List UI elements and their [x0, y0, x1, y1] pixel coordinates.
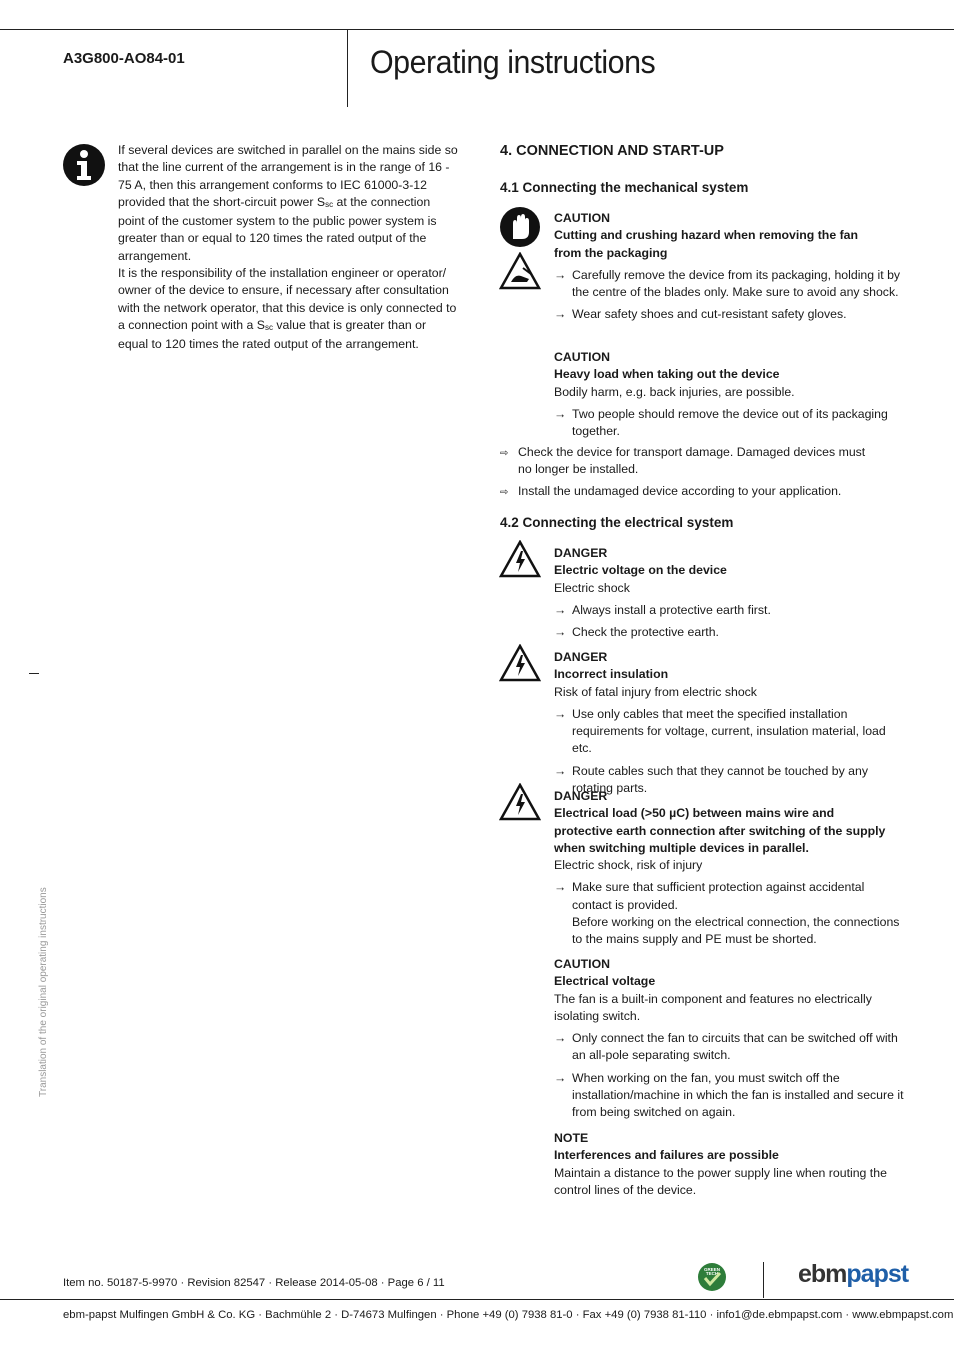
danger-label: DANGER [554, 789, 608, 803]
note-title: Interferences and failures are possible [554, 1148, 779, 1163]
caution-title-line: from the packaging [554, 245, 668, 260]
subsection-heading-electrical: 4.2 Connecting the electrical system [500, 515, 734, 530]
list-item: → Make sure that sufficient protection against accidental contact is provided. Before working on the electrical connection, the connections to the mains supply and PE must be shorted. [554, 880, 900, 947]
danger-title-line: protective earth connection after switching of the supply [554, 823, 886, 838]
caution-cutting-hazard [554, 210, 904, 324]
translation-side-note: Translation of the original operating instructions [38, 887, 49, 1097]
model-number: A3G800-AO84-01 [63, 50, 185, 67]
list-item: → Carefully remove the device from its packaging, holding it by the centre of the blades only. Make sure to avoid any shock. [554, 267, 901, 300]
item-revision-line: Item no. 50187-5-9970 · Revision 82547 · Release 2014-05-08 · Page 6 / 11 [63, 1277, 445, 1289]
header-divider [347, 29, 348, 107]
svg-text:GREEN: GREEN [703, 1267, 721, 1272]
footer-logo-divider [763, 1262, 764, 1298]
note-label: NOTE [554, 1131, 589, 1145]
caution-heavy-load [554, 349, 904, 440]
page-title: Operating instructions [370, 44, 656, 80]
list-item: → When working on the fan, you must switch off the installation/machine in which the fan is installed and secure it from being switched on again. [554, 1070, 904, 1120]
green-tech-badge-icon [697, 1262, 727, 1292]
danger-label: DANGER [554, 650, 608, 664]
danger-title: Electric voltage on the device [554, 563, 727, 578]
high-voltage-warning-icon [499, 540, 541, 578]
list-item: ⇨ Install the undamaged device according to your application. [500, 484, 842, 498]
caution-label: CAUTION [554, 211, 611, 225]
high-voltage-warning-icon [499, 783, 541, 821]
danger-title-line: Electrical load (>50 µC) between mains wire and [554, 806, 835, 821]
caution-label: CAUTION [554, 957, 611, 971]
ebmpapst-logo: ebmpapst [798, 1260, 909, 1288]
high-voltage-warning-icon [499, 644, 541, 682]
list-item: → Route cables such that they cannot be touched by any rotating parts. [554, 763, 869, 796]
caution-description: The fan is a built-in component and features no electrically isolating switch. [554, 991, 872, 1023]
caution-label: CAUTION [554, 350, 611, 364]
note-description: Maintain a distance to the power supply line when routing the control lines of the device. [554, 1165, 887, 1197]
caution-title: Electrical voltage [554, 974, 656, 989]
margin-mark [29, 673, 39, 674]
section-heading-connection: 4. CONNECTION AND START-UP [500, 143, 724, 159]
caution-electrical-voltage [554, 956, 904, 1122]
svg-text:TECH: TECH [705, 1271, 719, 1276]
info-icon [62, 143, 106, 187]
list-item: → Only connect the fan to circuits that can be switched off with an all-pole separating switch. [554, 1031, 898, 1063]
danger-description: Electric shock [554, 580, 630, 595]
parallel-devices-note: If several devices are switched in parallel on the mains side so that the line current of the arrangement is in the range of 16 - 75 A, then this arrangement conforms to IEC 61000-3-12 provided that the short-circuit power $S_{sc}$ at the connection point of the customer system to the public power system is greater than or equal to 120 times the rated output of the arrangement. It is the responsibility of the installation engineer or operator/ owner of the device to ensure, if necessary after consultation with the network operator, that this device is only connected to a connection point with a $S_{sc}$ value that is greater than or equal to 120 times the rated output of the arrangement. [118, 143, 458, 352]
caution-title-line: Cutting and crushing hazard when removing the fan [554, 228, 859, 243]
list-item: → Check the protective earth. [554, 625, 719, 640]
danger-description: Electric shock, risk of injury [554, 858, 703, 873]
hand-cut-warning-icon [499, 252, 541, 290]
danger-label: DANGER [554, 546, 608, 560]
list-item: ⇨ Check the device for transport damage. Damaged devices must no longer be installed. [500, 445, 866, 477]
note-interferences [554, 1130, 904, 1199]
caution-title: Heavy load when taking out the device [554, 367, 780, 382]
danger-electric-voltage [554, 545, 904, 641]
danger-electrical-load [554, 788, 904, 949]
footer-rule [0, 1299, 954, 1300]
danger-title-line: when switching multiple devices in parallel. [554, 840, 809, 855]
subsection-heading-mechanical: 4.1 Connecting the mechanical system [500, 180, 749, 195]
header-top-rule [0, 29, 954, 30]
list-item: → Use only cables that meet the specified installation requirements for voltage, current, insulation material, load etc. [554, 706, 886, 756]
list-item: → Always install a protective earth first. [554, 602, 771, 617]
danger-title: Incorrect insulation [554, 667, 669, 682]
danger-description: Risk of fatal injury from electric shock [554, 684, 757, 699]
danger-incorrect-insulation [554, 649, 904, 797]
gloves-icon [499, 206, 541, 248]
list-item: → Wear safety shoes and cut-resistant safety gloves. [554, 307, 847, 322]
company-address-line: ebm-papst Mulfingen GmbH & Co. KG · Bachmühle 2 · D-74673 Mulfingen · Phone +49 (0) 7938 81-0 · Fax +49 (0) 7938 81-110 · info1@de.ebmpapst.com · www.ebmpapst.com [63, 1309, 954, 1321]
caution-description: Bodily harm, e.g. back injuries, are possible. [554, 384, 795, 399]
list-item: → Two people should remove the device out of its packaging together. [554, 406, 888, 439]
